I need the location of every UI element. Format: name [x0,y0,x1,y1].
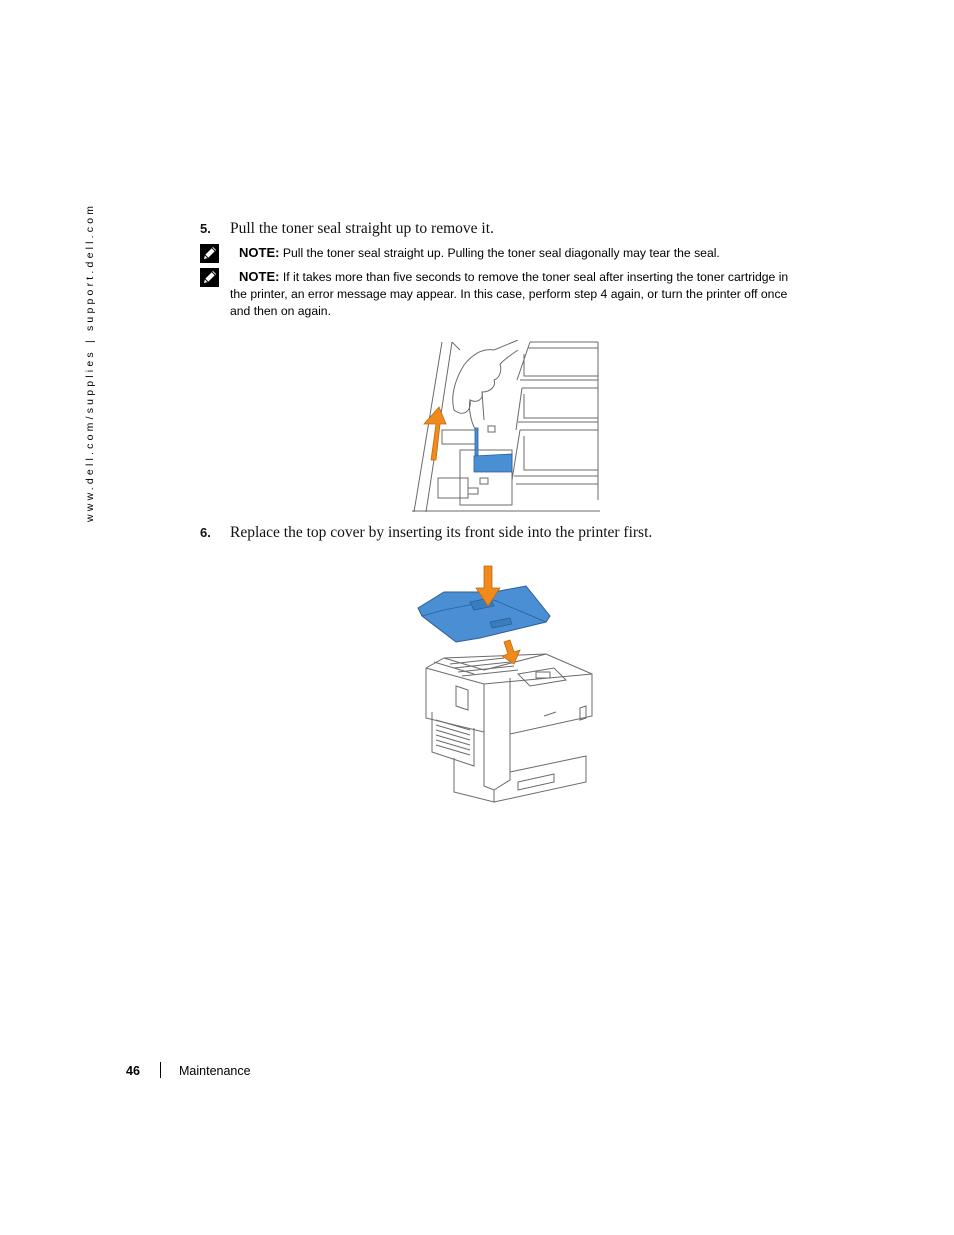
pencil-note-icon [200,244,219,263]
pencil-note-icon [200,268,219,287]
step-5 [200,220,494,238]
note-text-line-2: the printer, an error message may appear. In this case, perform step 4 again, or turn the printer off once [230,287,788,301]
note-text-line-3: and then on again. [230,304,331,318]
note-text-line-1: If it takes more than five seconds to remove the toner seal after inserting the toner cartridge in [282,270,789,284]
step-number: 5. [200,221,211,236]
step-6 [200,524,652,542]
note-2 [200,268,820,320]
replace-top-cover-illustration [414,562,596,806]
page-number: 46 [126,1064,140,1078]
section-name: Maintenance [179,1064,251,1078]
footer-separator [160,1062,161,1078]
toner-seal-removal-illustration [412,340,600,512]
step-text: Replace the top cover by inserting its front side into the printer first. [230,524,653,541]
note-label: NOTE: [239,245,280,260]
sidebar-url: www.dell.com/supplies | support.dell.com [84,202,96,522]
step-number: 6. [200,525,211,540]
note-label: NOTE: [239,269,280,284]
step-text: Pull the toner seal straight up to remove it. [230,220,494,237]
note-1 [200,244,820,262]
note-text: Pull the toner seal straight up. Pulling the toner seal diagonally may tear the seal. [282,246,720,260]
page-footer [126,1064,251,1078]
